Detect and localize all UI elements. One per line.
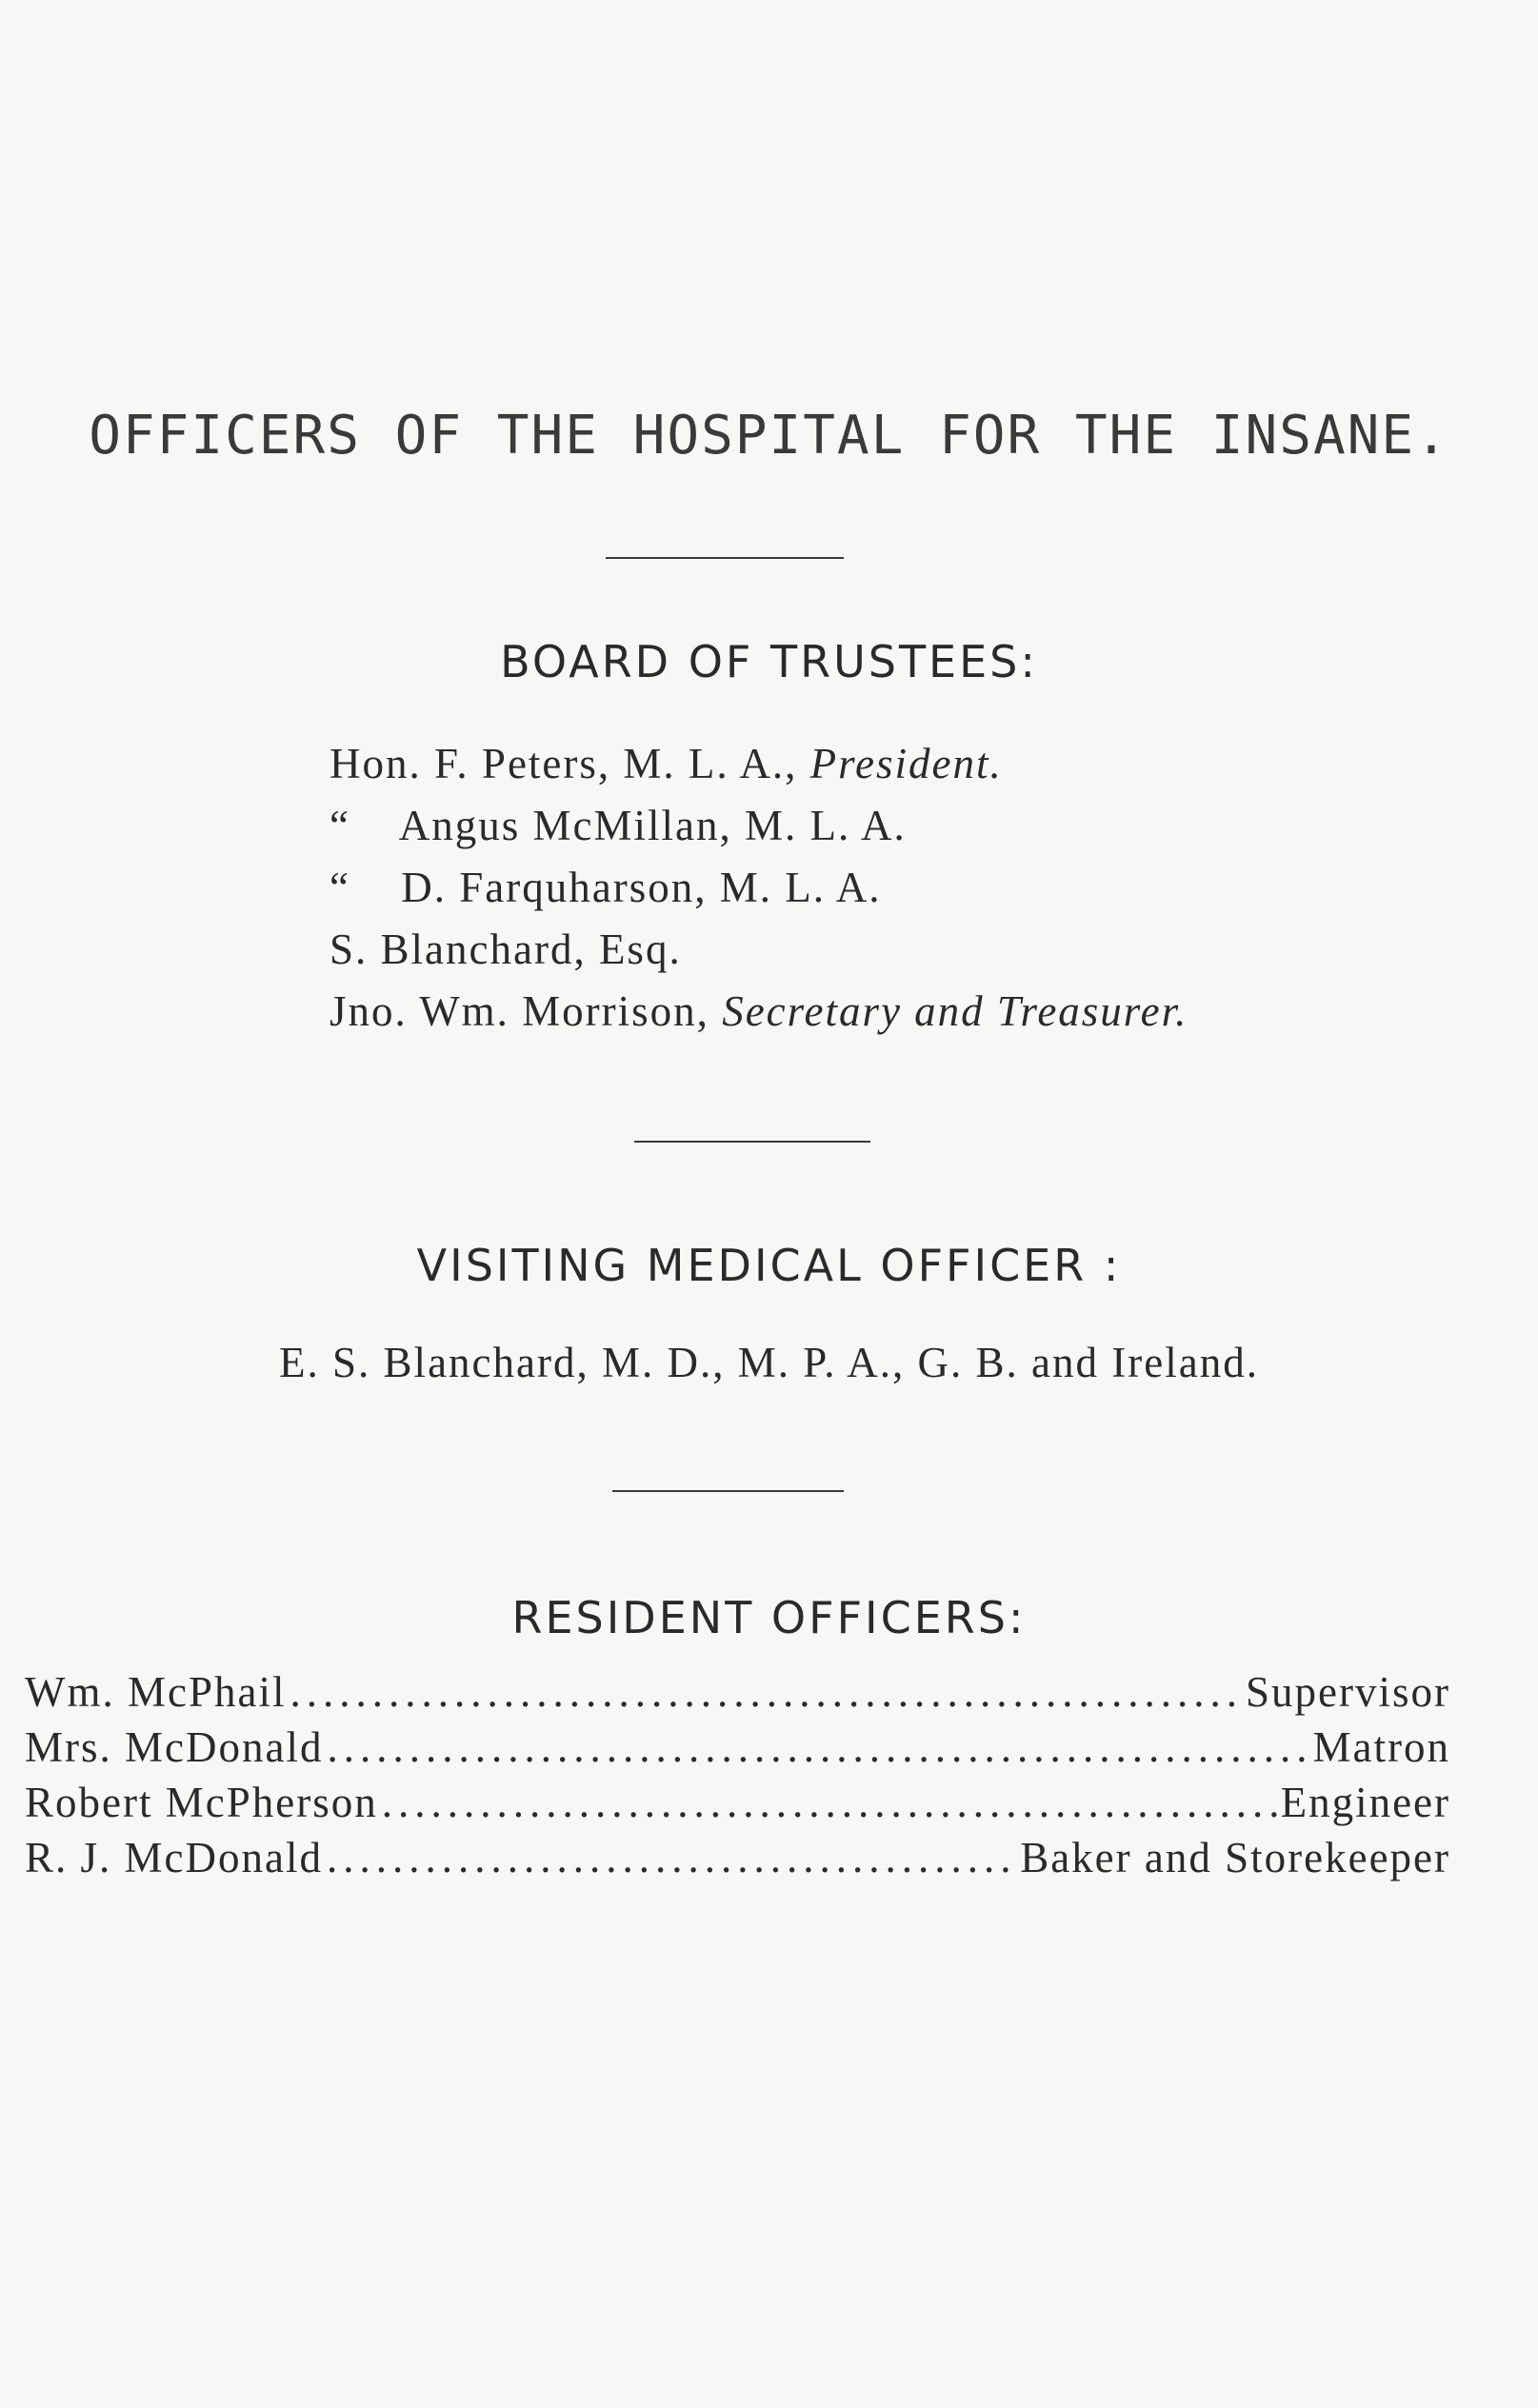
dot-leader — [290, 1664, 1242, 1720]
medical-heading: VISITING MEDICAL OFFICER : — [416, 1240, 1122, 1291]
officer-row — [25, 1720, 1450, 1775]
dot-leader — [327, 1830, 1016, 1885]
trustee-role: President. — [809, 740, 1003, 787]
trustee-item — [330, 857, 1188, 919]
resident-officer-list — [25, 1664, 1450, 1885]
trustee-item — [330, 733, 1188, 795]
officer-name: Wm. McPhail — [25, 1668, 287, 1716]
officer-name: Robert McPherson — [25, 1779, 378, 1826]
trustee-item — [330, 795, 1188, 857]
dot-leader — [327, 1720, 1308, 1775]
trustee-item — [330, 919, 1188, 981]
divider — [606, 557, 844, 559]
board-heading: BOARD OF TRUSTEES: — [500, 636, 1038, 687]
officer-position: Baker and Storekeeper — [1020, 1834, 1450, 1881]
trustee-prefix: “ — [330, 802, 350, 849]
medical-officer-name: E. S. Blanchard, M. D., M. P. A., G. B. and Ireland. — [279, 1339, 1259, 1386]
officer-row — [25, 1664, 1450, 1720]
officer-row — [25, 1775, 1450, 1830]
trustee-item — [330, 981, 1188, 1043]
officer-position: Matron — [1312, 1723, 1450, 1771]
trustee-name: Jno. Wm. Morrison, — [330, 987, 709, 1035]
officer-position: Supervisor — [1246, 1668, 1450, 1716]
resident-heading: RESIDENT OFFICERS: — [511, 1592, 1027, 1643]
trustee-list — [330, 733, 1188, 1043]
trustee-role: Secretary and Treasurer. — [722, 987, 1188, 1035]
officer-row — [25, 1830, 1450, 1885]
trustee-prefix: Hon. — [330, 740, 422, 787]
page-title: OFFICERS OF THE HOSPITAL FOR THE INSANE. — [89, 405, 1449, 467]
trustee-name: Angus McMillan, M. L. A. — [398, 802, 907, 849]
trustee-prefix: “ — [330, 864, 350, 911]
dot-leader — [382, 1775, 1277, 1830]
divider — [634, 1141, 870, 1143]
trustee-name: S. Blanchard, Esq. — [330, 925, 682, 973]
officer-position: Engineer — [1280, 1779, 1450, 1826]
divider — [612, 1490, 844, 1492]
officer-name: R. J. McDonald — [25, 1834, 323, 1881]
officer-name: Mrs. McDonald — [25, 1723, 324, 1771]
trustee-name: D. Farquharson, M. L. A. — [401, 864, 882, 911]
trustee-name: F. Peters, M. L. A., — [434, 740, 798, 787]
